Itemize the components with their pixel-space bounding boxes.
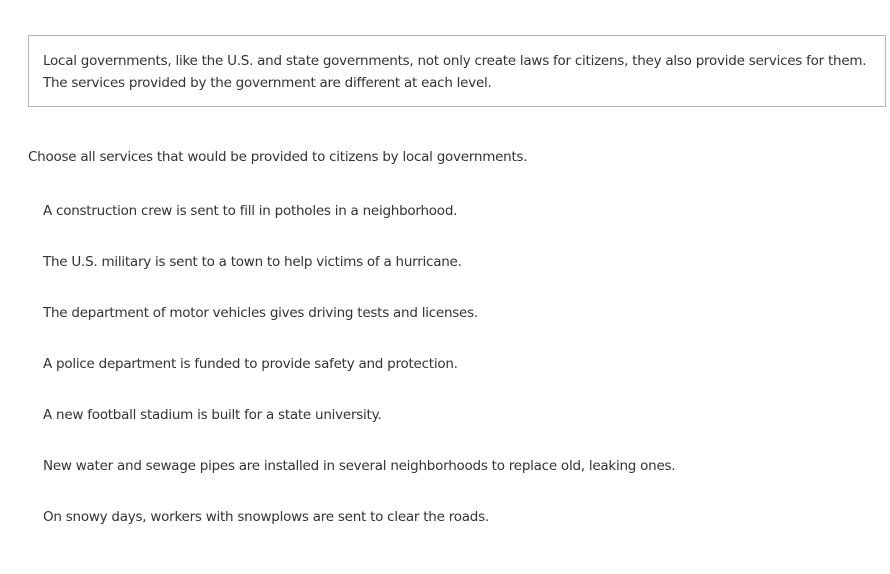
answer-option-2[interactable]: The U.S. military is sent to a town to help victims of a hurricane. [43, 254, 462, 270]
answer-option-1[interactable]: A construction crew is sent to fill in potholes in a neighborhood. [43, 203, 458, 219]
answer-option-7[interactable]: On snowy days, workers with snowplows are sent to clear the roads. [43, 509, 489, 525]
question-prompt: Choose all services that would be provided to citizens by local governments. [28, 149, 528, 165]
answer-option-3[interactable]: The department of motor vehicles gives driving tests and licenses. [43, 305, 478, 321]
answer-option-5[interactable]: A new football stadium is built for a state university. [43, 407, 382, 423]
answer-option-4[interactable]: A police department is funded to provide safety and protection. [43, 356, 458, 372]
answer-option-6[interactable]: New water and sewage pipes are installed in several neighborhoods to replace old, leaking ones. [43, 458, 676, 474]
passage-box [28, 35, 886, 107]
passage-text: Local governments, like the U.S. and state governments, not only create laws for citizens, they also provide services for them. The services provided by the government are different at each level. [43, 53, 867, 91]
answer-options-list [43, 201, 675, 558]
